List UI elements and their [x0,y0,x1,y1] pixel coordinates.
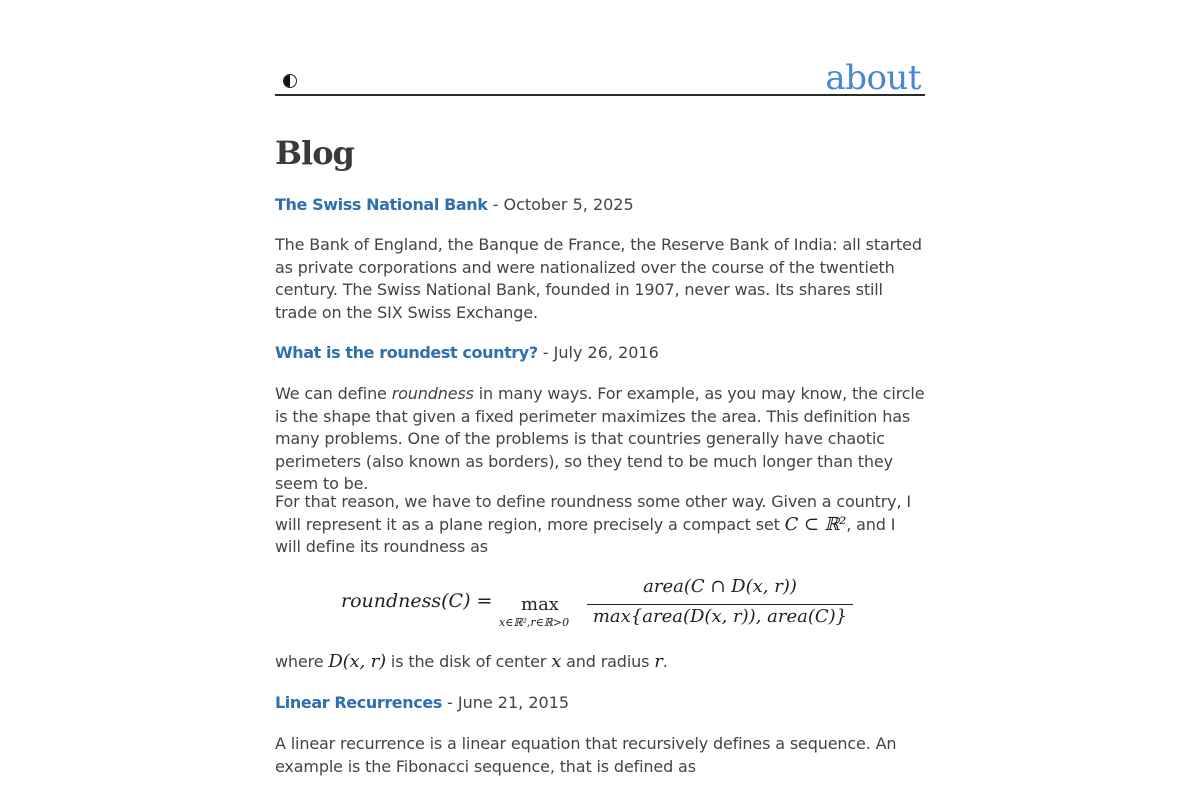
inline-math: D(x, r) [328,651,386,672]
fraction-bar [587,604,853,605]
text-run: is the disk of center [385,652,552,671]
half-circle-contrast-icon[interactable] [283,74,297,88]
date-separator: - [537,343,554,362]
equation-numerator: area(C ∩ D(x, r)) [643,576,797,597]
inline-math: C ⊂ ℝ² [784,513,847,535]
post-title-link[interactable]: What is the roundest country? [275,343,538,362]
equation-max-operator: max [521,594,559,615]
post-header [275,692,569,714]
equation-denominator: max{area(D(x, r)), area(C)} [592,606,848,627]
inline-math: x [551,651,562,672]
post-excerpt: The Bank of England, the Banque de France, the Reserve Bank of India: all started as private corporations and were nationalized over the course of the twentieth century. The Swiss National Bank, founded in 1907, never was. Its shares still trade on the SIX Swiss Exchange. [275,235,922,322]
post-date: June 21, 2015 [457,693,570,712]
post-excerpt [275,383,925,496]
post-excerpt [275,491,925,559]
post-title-link[interactable]: Linear Recurrences [275,693,442,712]
text-run: . [662,652,668,671]
page-title: Blog [275,134,354,172]
text-run: , and I will define its roundness as [275,514,896,556]
text-run: We can define [275,384,392,403]
post-date: July 26, 2016 [553,343,659,362]
text-run: in many ways. For example, as you may know, the circle is the shape that given a fixed perimeter maximizes the area. This definition has many problems. One of the problems is that countries generally have chaotic perimeters (also known as borders), so they tend to be much longer than they seem to be. [275,384,925,493]
post-date: October 5, 2025 [503,195,634,214]
date-separator: - [441,693,458,712]
emphasis-text: roundness [391,384,474,403]
about-link[interactable]: about [825,58,921,98]
post-title-link[interactable]: The Swiss National Bank [275,195,488,214]
date-separator: - [487,195,504,214]
post-header [275,342,659,364]
site-header [275,58,925,96]
inline-math: r [654,651,663,672]
equation-lhs: roundness(C) = [341,590,493,612]
equation-max-subscript: x∈ℝ²,r∈ℝ>0 [499,616,570,629]
display-equation [341,574,861,634]
post-excerpt [275,651,925,674]
text-run: and radius [561,652,655,671]
post-header [275,194,634,216]
text-run: where [275,652,329,671]
text-run: For that reason, we have to define roundness some other way. Given a country, I will represent it as a plane region, more precisely a compact set [275,492,911,534]
post-excerpt: A linear recurrence is a linear equation that recursively defines a sequence. An example is the Fibonacci sequence, that is defined as [275,734,897,776]
